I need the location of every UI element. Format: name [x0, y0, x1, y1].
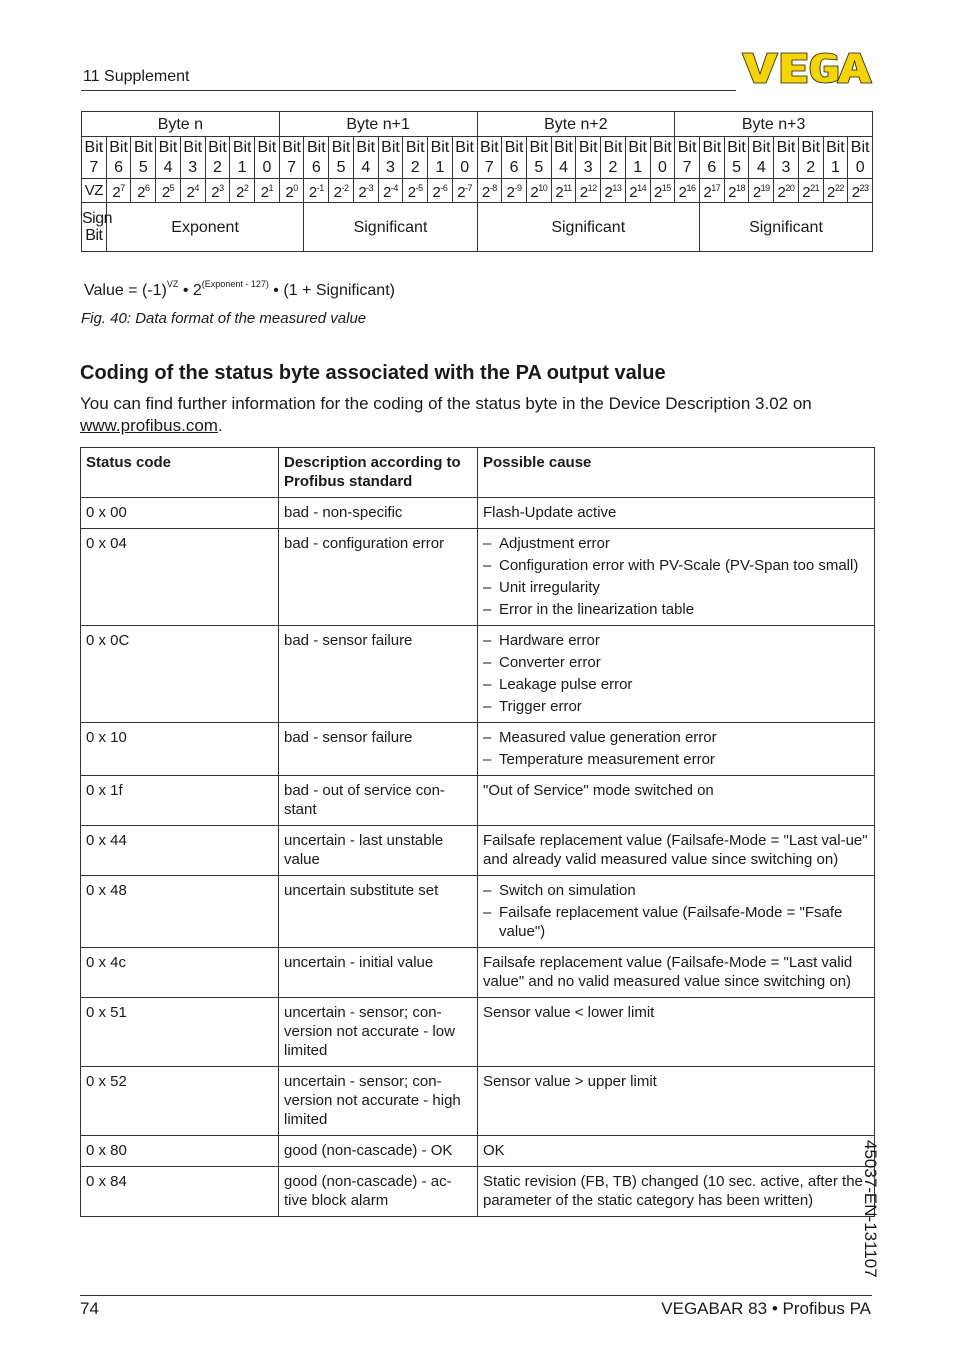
bit-weight-cell: $2^{-4}$	[378, 179, 403, 203]
bit-number-cell: Bit 4	[749, 137, 774, 179]
bit-weight-cell: $2^{10}$	[526, 179, 551, 203]
possible-cause-cell	[478, 723, 875, 776]
column-header: Status code	[81, 448, 279, 498]
bit-weight-cell: $2^{-3}$	[353, 179, 378, 203]
bit-number-cell: Bit 0	[452, 137, 477, 179]
bit-weight-cell: $2^{16}$	[675, 179, 700, 203]
bit-weight-cell: $2^{13}$	[601, 179, 626, 203]
status-code-cell: 0 x 1f	[81, 776, 279, 826]
exponent-cell: Exponent	[106, 203, 304, 252]
possible-cause-cell: Flash-Update active	[478, 498, 875, 529]
bit-number-cell: Bit 3	[576, 137, 601, 179]
bit-number-row	[82, 137, 873, 179]
bit-weight-cell: $2^{-5}$	[403, 179, 428, 203]
bit-weight-cell: $2^{-7}$	[452, 179, 477, 203]
byte-header: Byte n+2	[477, 112, 675, 137]
status-code-cell: 0 x 80	[81, 1136, 279, 1167]
table-row	[81, 1167, 875, 1217]
sign-bit-cell: Sign Bit	[82, 203, 107, 252]
bit-number-cell: Bit 1	[823, 137, 848, 179]
possible-cause-cell: Failsafe replacement value (Failsafe-Mode = "Last val-ue" and already valid measured value since switching on)	[478, 826, 875, 876]
vega-logo-mark	[742, 53, 872, 83]
status-code-cell: 0 x 4c	[81, 948, 279, 998]
column-header: Possible cause	[478, 448, 875, 498]
bit-weight-cell: $2^{-1}$	[304, 179, 329, 203]
bit-weight-cell: $2^2$	[230, 179, 255, 203]
table-row	[81, 529, 875, 626]
table-row	[81, 626, 875, 723]
list-item: – Hardware error	[483, 631, 869, 650]
bit-weight-cell: $2^{-2}$	[329, 179, 354, 203]
bit-weight-cell: $2^7$	[106, 179, 131, 203]
description-cell: good (non-cascade) - OK	[279, 1136, 478, 1167]
bit-weight-cell: $2^5$	[156, 179, 181, 203]
status-code-cell: 0 x 52	[81, 1067, 279, 1136]
table-row	[81, 948, 875, 998]
footer-rule	[80, 1295, 872, 1296]
possible-cause-cell	[478, 529, 875, 626]
status-code-cell: 0 x 00	[81, 498, 279, 529]
table-row	[81, 498, 875, 529]
description-cell: bad - sensor failure	[279, 626, 478, 723]
possible-cause-cell: Sensor value < lower limit	[478, 998, 875, 1067]
section-title: Coding of the status byte associated with the PA output value	[80, 362, 666, 384]
byte-header: Byte n+1	[279, 112, 477, 137]
list-item: – Error in the linearization table	[483, 600, 869, 619]
bit-number-cell: Bit 3	[378, 137, 403, 179]
bit-weight-cell: $2^{-6}$	[428, 179, 453, 203]
sign-weight-cell: VZ	[82, 179, 107, 203]
list-item: – Unit irregularity	[483, 578, 869, 597]
bit-number-cell: Bit 2	[205, 137, 230, 179]
table-row	[81, 1136, 875, 1167]
bit-number-cell: Bit 7	[477, 137, 502, 179]
document-code: 45037-EN-131107	[861, 1140, 880, 1278]
bit-weight-cell: $2^6$	[131, 179, 156, 203]
bit-number-cell: Bit 4	[551, 137, 576, 179]
description-cell: bad - sensor failure	[279, 723, 478, 776]
header-rule	[81, 90, 736, 91]
description-cell: uncertain - initial value	[279, 948, 478, 998]
bit-number-cell: Bit 7	[675, 137, 700, 179]
bit-number-cell: Bit 7	[82, 137, 107, 179]
list-item: – Converter error	[483, 653, 869, 672]
list-item: – Failsafe replacement value (Failsafe-Mode = "Fsafe value")	[483, 903, 869, 941]
significant-cell: Significant	[477, 203, 699, 252]
status-table-header	[81, 448, 875, 498]
possible-cause-cell: Sensor value > upper limit	[478, 1067, 875, 1136]
significant-cell: Significant	[304, 203, 477, 252]
table-row	[81, 826, 875, 876]
bit-number-cell: Bit 7	[279, 137, 304, 179]
table-row	[81, 1067, 875, 1136]
status-code-cell: 0 x 48	[81, 876, 279, 948]
list-item: – Leakage pulse error	[483, 675, 869, 694]
bit-number-cell: Bit 1	[230, 137, 255, 179]
bit-number-cell: Bit 6	[304, 137, 329, 179]
table-row	[81, 776, 875, 826]
possible-cause-cell: Static revision (FB, TB) changed (10 sec. active, after the parameter of the static category has been written)	[478, 1167, 875, 1217]
bit-number-cell: Bit 6	[106, 137, 131, 179]
description-cell: good (non-cascade) - ac-tive block alarm	[279, 1167, 478, 1217]
status-code-cell: 0 x 51	[81, 998, 279, 1067]
bit-number-cell: Bit 5	[329, 137, 354, 179]
page-number: 74	[80, 1299, 99, 1318]
byte-header: Byte n+3	[675, 112, 873, 137]
bit-weight-cell: $2^{19}$	[749, 179, 774, 203]
bit-weight-cell: $2^4$	[180, 179, 205, 203]
bit-number-cell: Bit 5	[526, 137, 551, 179]
bit-number-cell: Bit 3	[774, 137, 799, 179]
list-item: – Trigger error	[483, 697, 869, 716]
bit-weight-cell: $2^{23}$	[848, 179, 873, 203]
status-code-cell: 0 x 04	[81, 529, 279, 626]
data-format-table	[81, 111, 873, 252]
bit-number-cell: Bit 5	[131, 137, 156, 179]
bit-weight-cell: $2^{18}$	[724, 179, 749, 203]
profibus-link[interactable]: www.profibus.com	[80, 416, 218, 435]
status-code-cell: 0 x 84	[81, 1167, 279, 1217]
status-code-cell: 0 x 44	[81, 826, 279, 876]
status-code-cell: 0 x 0C	[81, 626, 279, 723]
field-row	[82, 203, 873, 252]
table-row	[81, 998, 875, 1067]
bit-number-cell: Bit 4	[156, 137, 181, 179]
byte-header: Byte n	[82, 112, 280, 137]
column-header: Description according to Profibus standard	[279, 448, 478, 498]
bit-weight-cell: $2^{-8}$	[477, 179, 502, 203]
description-cell: uncertain substitute set	[279, 876, 478, 948]
bit-weight-cell: $2^1$	[255, 179, 280, 203]
bit-weight-cell: $2^{21}$	[798, 179, 823, 203]
bit-weight-cell: $2^{17}$	[699, 179, 724, 203]
bit-number-cell: Bit 3	[180, 137, 205, 179]
bit-number-cell: Bit 1	[625, 137, 650, 179]
list-item: – Temperature measurement error	[483, 750, 869, 769]
table-row	[81, 723, 875, 776]
value-formula: Value = $(-1)^{VZ}$ • $2^{(Exponent - 127)}$ • (1 + Significant)	[84, 279, 395, 299]
bit-weight-cell: $2^{11}$	[551, 179, 576, 203]
possible-cause-cell: "Out of Service" mode switched on	[478, 776, 875, 826]
bit-weight-cell: $2^{-9}$	[502, 179, 527, 203]
bit-number-cell: Bit 0	[255, 137, 280, 179]
bit-weight-cell: $2^0$	[279, 179, 304, 203]
bit-number-cell: Bit 2	[601, 137, 626, 179]
list-item: – Measured value generation error	[483, 728, 869, 747]
significant-cell: Significant	[699, 203, 872, 252]
product-name: VEGABAR 83 • Profibus PA	[661, 1299, 871, 1318]
description-cell: uncertain - last unstable value	[279, 826, 478, 876]
bit-number-cell: Bit 6	[699, 137, 724, 179]
table-row	[81, 876, 875, 948]
intro-paragraph: You can find further information for the coding of the status byte in the Device Description 3.02 on www.profibus.com.	[80, 394, 812, 435]
bit-weight-cell: $2^{12}$	[576, 179, 601, 203]
possible-cause-cell	[478, 876, 875, 948]
bit-weight-row	[82, 179, 873, 203]
bit-weight-cell: $2^{15}$	[650, 179, 675, 203]
bit-number-cell: Bit 0	[650, 137, 675, 179]
section-header: 11 Supplement	[83, 68, 190, 85]
list-item: – Configuration error with PV-Scale (PV-Span too small)	[483, 556, 869, 575]
description-cell: bad - non-specific	[279, 498, 478, 529]
bit-number-cell: Bit 1	[428, 137, 453, 179]
list-item: – Switch on simulation	[483, 881, 869, 900]
byte-header-row	[82, 112, 873, 137]
possible-cause-cell: Failsafe replacement value (Failsafe-Mode = "Last valid value" and no valid measured value since switching on)	[478, 948, 875, 998]
bit-weight-cell: $2^{22}$	[823, 179, 848, 203]
bit-number-cell: Bit 0	[848, 137, 873, 179]
description-cell: bad - out of service con-stant	[279, 776, 478, 826]
bit-weight-cell: $2^3$	[205, 179, 230, 203]
bit-number-cell: Bit 4	[353, 137, 378, 179]
figure-caption: Fig. 40: Data format of the measured value	[81, 310, 367, 327]
status-code-table	[80, 447, 875, 1217]
bit-number-cell: Bit 2	[403, 137, 428, 179]
bit-number-cell: Bit 2	[798, 137, 823, 179]
possible-cause-cell	[478, 626, 875, 723]
bit-number-cell: Bit 6	[502, 137, 527, 179]
bit-number-cell: Bit 5	[724, 137, 749, 179]
possible-cause-cell: OK	[478, 1136, 875, 1167]
description-cell: uncertain - sensor; con-version not accurate - high limited	[279, 1067, 478, 1136]
bit-weight-cell: $2^{20}$	[774, 179, 799, 203]
description-cell: uncertain - sensor; con-version not accurate - low limited	[279, 998, 478, 1067]
status-code-cell: 0 x 10	[81, 723, 279, 776]
list-item: – Adjustment error	[483, 534, 869, 553]
vega-logo	[741, 51, 873, 85]
description-cell: bad - configuration error	[279, 529, 478, 626]
bit-weight-cell: $2^{14}$	[625, 179, 650, 203]
